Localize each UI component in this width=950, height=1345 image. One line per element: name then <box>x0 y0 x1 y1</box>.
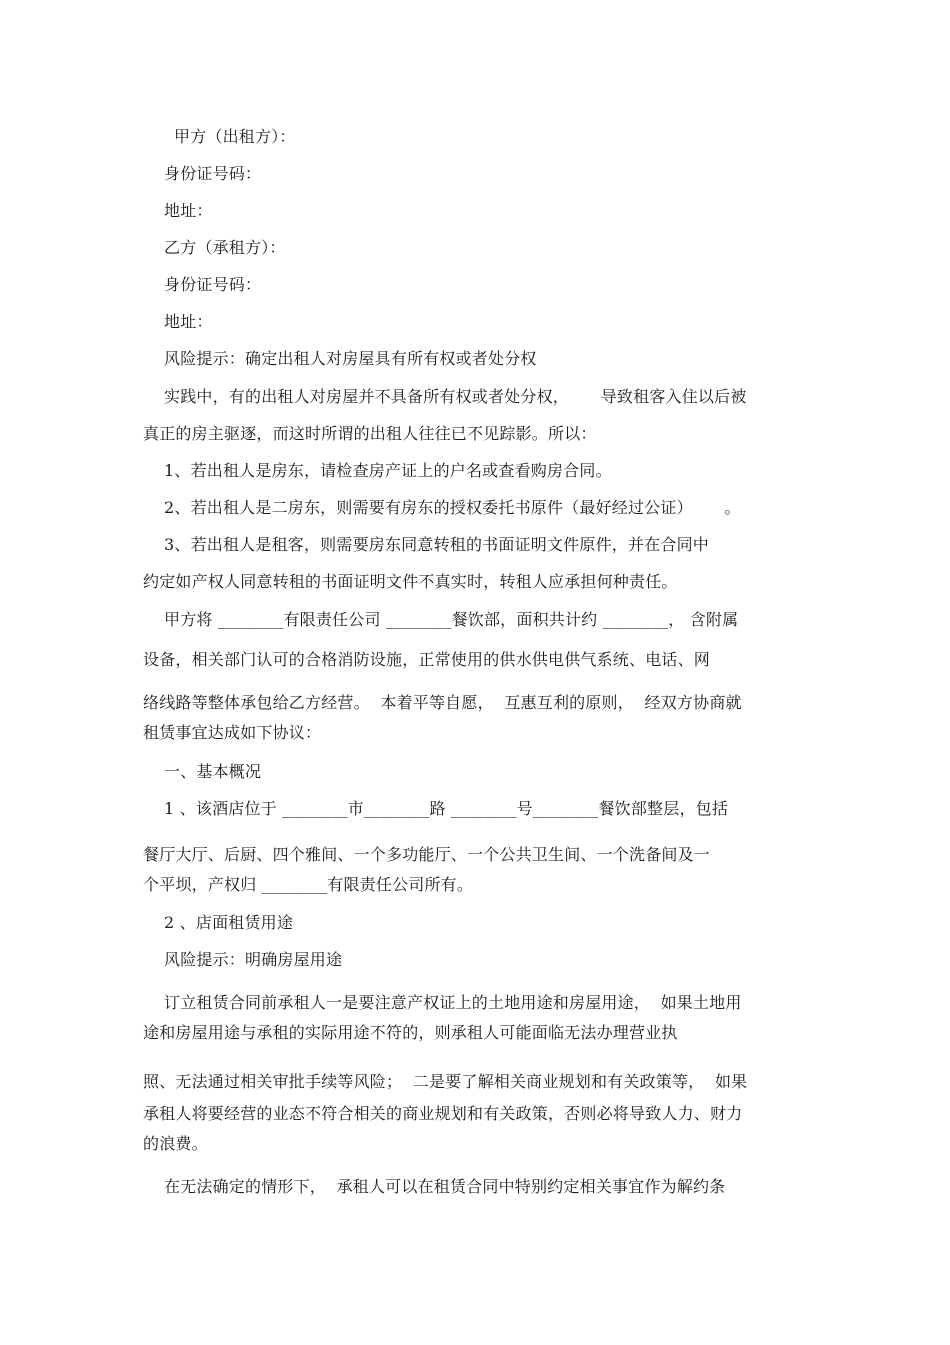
paragraph-practice-line-1: 实践中，有的出租人对房屋并不具备所有权或者处分权， 导致租客入住以后被 <box>164 387 747 406</box>
clause-1-line-2: 餐厅大厅、后厨、四个雅间、一个多功能厅、一个公共卫生间、一个洗备间及一 <box>143 845 711 864</box>
paragraph-usage-line-1: 订立租赁合同前承租人一是要注意产权证上的土地用途和房屋用途， 如果土地用 <box>164 993 742 1012</box>
party-a-address: 地址： <box>164 201 213 220</box>
clause-1-line-3: 个平坝，产权归 ________有限责任公司所有。 <box>143 875 474 894</box>
paragraph-contract-line-1: 甲方将 ________有限责任公司 ________餐饮部，面积共计约 ________， 含附属 <box>164 610 739 629</box>
party-b-id-number: 身份证号码： <box>164 275 262 294</box>
list-item-2: 2、若出租人是二房东，则需要有房东的授权委托书原件（最好经过公证） 。 <box>164 498 741 517</box>
risk-tip-ownership: 风险提示：确定出租人对房屋具有所有权或者处分权 <box>164 349 537 368</box>
section-heading-basic-overview: 一、基本概况 <box>164 762 262 781</box>
paragraph-usage-line-2: 途和房屋用途与承租的实际用途不符的，则承租人可能面临无法办理营业执 <box>143 1023 678 1042</box>
paragraph-contract-line-3: 络线路等整体承包给乙方经营。 本着平等自愿， 互惠互利的原则， 经双方协商就 <box>143 693 742 712</box>
paragraph-contract-line-4: 租赁事宜达成如下协议： <box>143 723 322 742</box>
list-item-1: 1、若出租人是房东，请检查房产证上的户名或查看购房合同。 <box>164 461 612 480</box>
clause-2-heading: 2 、店面租赁用途 <box>164 913 294 932</box>
party-b-label: 乙方（承租方）： <box>164 238 286 257</box>
paragraph-usage-line-3: 照、无法通过相关审批手续等风险； 二是要了解相关商业规划和有关政策等， 如果 <box>143 1072 748 1091</box>
paragraph-contract-line-2: 设备，相关部门认可的合格消防设施，正常使用的供水供电供气系统、电话、网 <box>143 650 711 669</box>
risk-tip-usage: 风险提示：明确房屋用途 <box>164 950 343 969</box>
party-b-address: 地址： <box>164 312 213 331</box>
paragraph-practice-line-2: 真正的房主驱逐，而这时所谓的出租人往往已不见踪影。所以： <box>143 424 597 443</box>
clause-1-line-1: 1 、该酒店位于 ________市________路 ________号________餐饮部整层，包括 <box>164 799 729 818</box>
paragraph-usage-line-4: 承租人将要经营的业态不符合相关的商业规划和有关政策，否则必将导致人力、财力 <box>143 1104 743 1123</box>
paragraph-uncertain-line-1: 在无法确定的情形下， 承租人可以在租赁合同中特别约定相关事宜作为解约条 <box>164 1177 726 1196</box>
list-item-3-line-1: 3、若出租人是租客，则需要房东同意转租的书面证明文件原件，并在合同中 <box>164 535 709 554</box>
list-item-3-line-2: 约定如产权人同意转租的书面证明文件不真实时，转租人应承担何种责任。 <box>143 572 678 591</box>
paragraph-usage-line-5: 的浪费。 <box>143 1134 208 1153</box>
party-a-label: 甲方（出租方）： <box>174 127 296 146</box>
party-a-id-number: 身份证号码： <box>164 164 262 183</box>
